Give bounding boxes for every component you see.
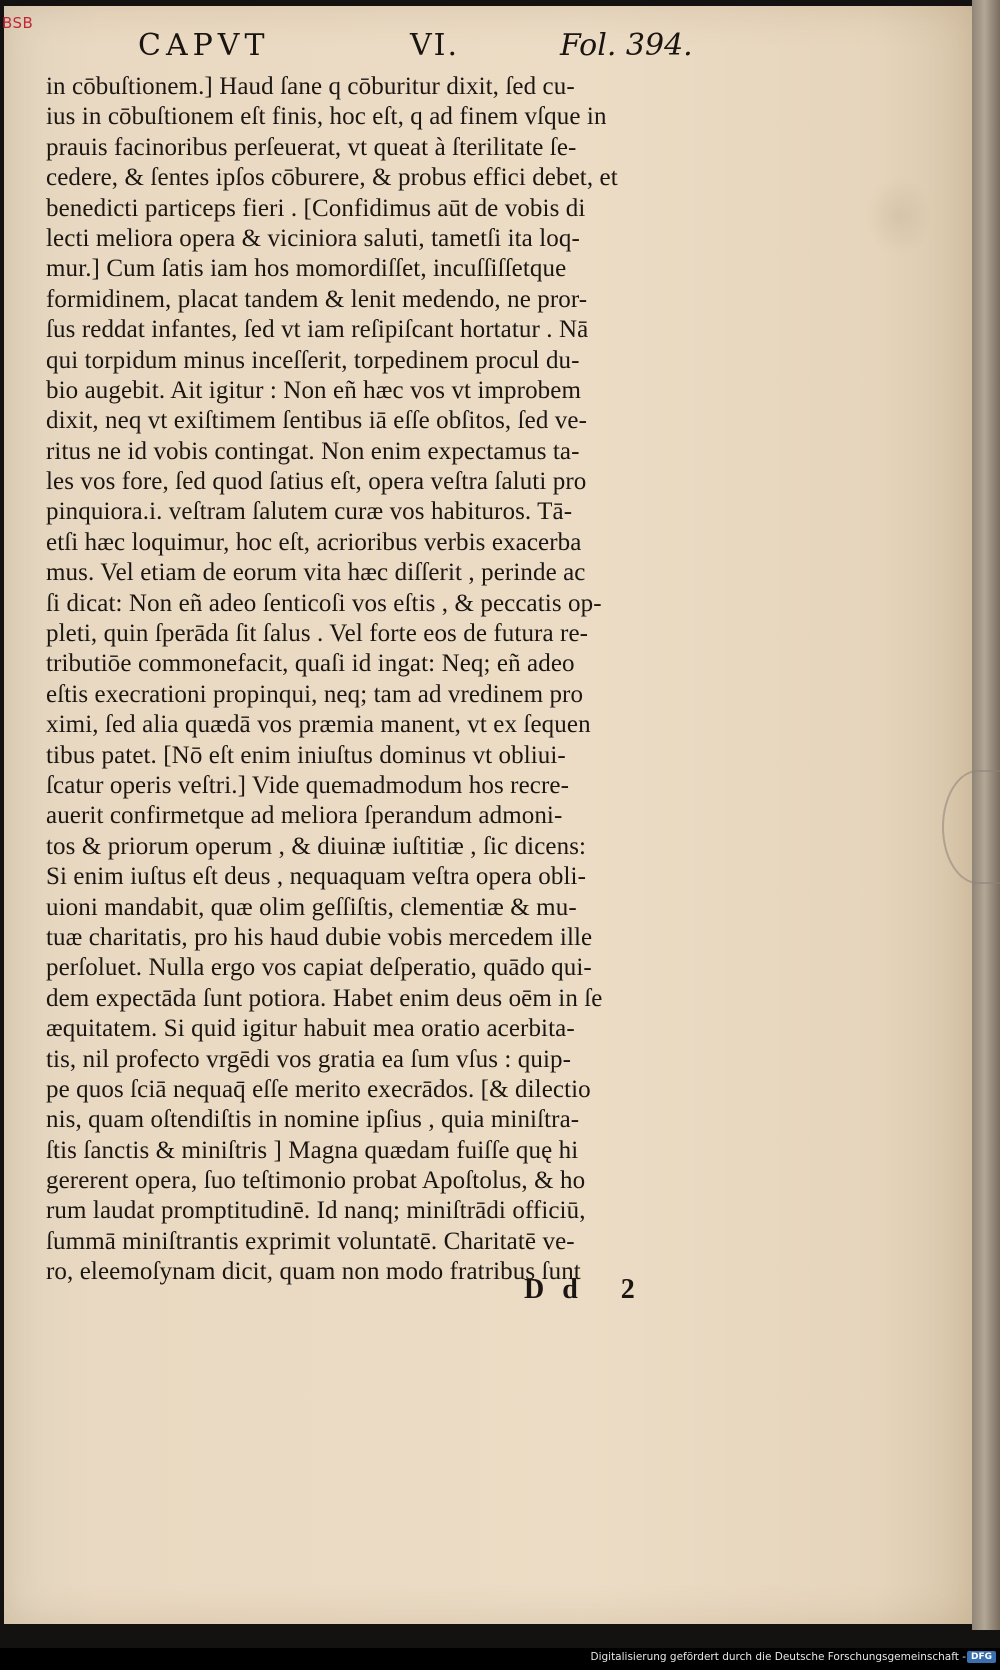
text-line: ſi dicat: Non eñ adeo ſenticoſi vos eſtis , & peccatis op-	[46, 589, 602, 617]
text-line: uioni mandabit, quæ olim geſſiſtis, clementiæ & mu-	[46, 893, 577, 921]
text-line: cedere, & ſentes ipſos cōburere, & probus effici debet, et	[46, 164, 618, 192]
dfg-logo: DFG	[967, 1651, 996, 1663]
signature-mark: Dd 2	[524, 1274, 653, 1305]
text-line: eſtis execrationi propinqui, neq; tam ad vredinem pro	[46, 680, 584, 708]
text-line: tis, nil profecto vrgēdi vos gratia ea ſum vſus : quip-	[46, 1045, 572, 1073]
text-line: prauis facinoribus perſeuerat, vt queat à ſterilitate ſe-	[46, 133, 577, 161]
text-line: tos & priorum operum , & diuinæ iuſtitiæ , ſic dicens:	[46, 832, 587, 860]
text-line: perſoluet. Nulla ergo vos capiat deſperatio, quādo qui-	[46, 954, 592, 982]
footer-bar	[0, 1648, 1000, 1670]
page-stain	[864, 176, 934, 256]
text-line: bio augebit. Ait igitur : Non eñ hæc vos vt improbem	[46, 376, 582, 404]
book-page	[4, 6, 975, 1624]
text-line: benedicti particeps fieri . [Confidimus aūt de vobis di	[46, 194, 586, 222]
text-line: ſus reddat infantes, ſed vt iam reſipiſcant hortatur . Nā	[46, 316, 589, 344]
text-line: ximi, ſed alia quædā vos præmia manent, vt ex ſequen	[46, 711, 591, 739]
body-text	[46, 72, 766, 1372]
text-line: ritus ne id vobis contingat. Non enim expectamus ta-	[46, 437, 580, 465]
text-line: dixit, neq vt exiſtimem ſentibus iā eſſe obſitos, ſed ve-	[46, 407, 588, 435]
chapter-number: VI.	[410, 28, 460, 63]
text-line: etſi hæc loquimur, hoc eſt, acrioribus verbis exacerba	[46, 528, 582, 556]
funding-credit: Digitalisierung gefördert durch die Deutsche Forschungsgemeinschaft -	[590, 1651, 966, 1663]
text-line: tuæ charitatis, pro his haud dubie vobis mercedem ille	[46, 923, 593, 951]
text-line: qui torpidum minus inceſſerit, torpedinem procul du-	[46, 346, 580, 374]
text-line: nis, quam oſtendiſtis in nomine ipſius , quia miniſtra-	[46, 1106, 580, 1134]
page-header	[138, 28, 698, 68]
text-line: lecti meliora opera & viciniora saluti, tametſi ita loq-	[46, 224, 580, 252]
text-line: rum laudat promptitudinē. Id nanq; miniſtrādi officiū,	[46, 1197, 586, 1225]
text-line: pinquiora.i. veſtram ſalutem curæ vos habituros. Tā-	[46, 498, 573, 526]
text-line: ius in cōbuſtionem eſt finis, hoc eſt, q ad finem vſque in	[46, 103, 607, 131]
text-line: ſcatur operis veſtri.] Vide quemadmodum hos recre-	[46, 771, 570, 799]
text-line: pe quos ſciā nequaq̄ eſſe merito execrādos. [& dilectio	[46, 1075, 591, 1103]
text-line: ſtis ſanctis & miniſtris ] Magna quædam fuiſſe quę hi	[46, 1136, 579, 1164]
text-line: auerit confirmetque ad meliora ſperandum admoni-	[46, 802, 563, 830]
text-line: mur.] Cum ſatis iam hos momordiſſet, incuſſiſſetque	[46, 255, 567, 283]
text-line: tibus patet. [Nō eſt enim iniuſtus dominus vt obliui-	[46, 741, 566, 769]
text-line: tributiōe commonefacit, quaſi id ingat: Neq; eñ adeo	[46, 650, 575, 678]
text-line: les vos fore, ſed quod ſatius eſt, opera veſtra ſaluti pro	[46, 468, 587, 496]
text-line: Si enim iuſtus eſt deus , nequaquam veſtra opera obli-	[46, 863, 586, 891]
bsb-logo: BSB	[2, 14, 34, 32]
text-line: ro, eleemoſynam dicit, quam non modo fratribus ſunt	[46, 1258, 581, 1286]
folio-number: Fol. 394.	[560, 28, 693, 63]
text-line: formidinem, placat tandem & lenit medendo, ne pror-	[46, 285, 588, 313]
running-title: CAPVT	[138, 28, 270, 63]
text-line: gererent opera, ſuo teſtimonio probat Apoſtolus, & ho	[46, 1167, 586, 1195]
text-line: dem expectāda ſunt potiora. Habet enim deus oēm in ſe	[46, 984, 603, 1012]
text-line: in cōbuſtionem.] Haud ſane q cōburitur dixit, ſed cu-	[46, 73, 575, 100]
text-line: mus. Vel etiam de eorum vita hæc diſſerit , perinde ac	[46, 559, 586, 587]
text-line: ſummā miniſtrantis exprimit voluntatē. Charitatē ve-	[46, 1227, 575, 1255]
text-line: pleti, quin ſperāda ſit ſalus . Vel forte eos de futura re-	[46, 620, 589, 648]
text-line: æquitatem. Si quid igitur habuit mea oratio acerbita-	[46, 1015, 575, 1043]
